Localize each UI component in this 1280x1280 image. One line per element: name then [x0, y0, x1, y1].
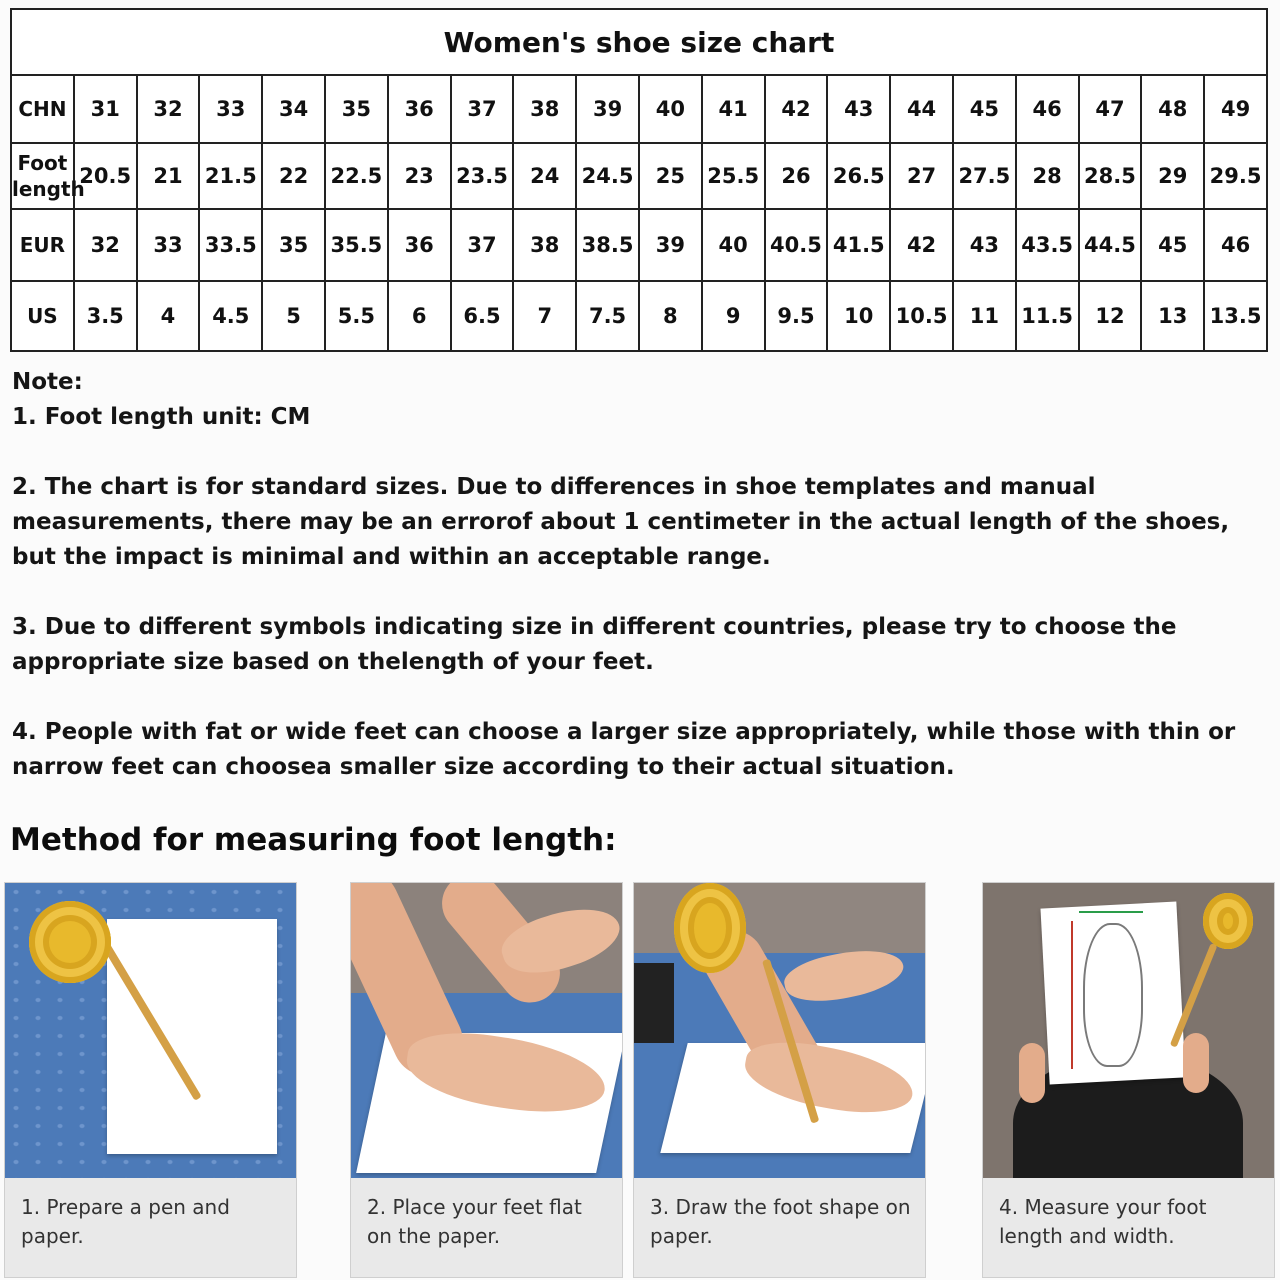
size-cell: 49 [1204, 75, 1267, 143]
size-cell: 23 [388, 143, 451, 209]
size-cell: 38.5 [576, 209, 639, 281]
size-cell: 8 [639, 281, 702, 351]
size-cell: 6.5 [451, 281, 514, 351]
size-cell: 27 [890, 143, 953, 209]
row-chn [11, 75, 1267, 143]
size-cell: 39 [576, 75, 639, 143]
size-cell: 9.5 [765, 281, 828, 351]
size-cell: 27.5 [953, 143, 1016, 209]
note-item: 4. People with fat or wide feet can choose a larger size appropriately, while those with thin or narrow feet can choosea smaller size according to their actual situation. [12, 719, 1236, 780]
row-us [11, 281, 1267, 351]
size-cell: 7 [513, 281, 576, 351]
size-chart-table [10, 8, 1268, 352]
size-cell: 38 [513, 209, 576, 281]
size-cell: 36 [388, 75, 451, 143]
row-foot-length [11, 143, 1267, 209]
trace-foot-photo [634, 883, 925, 1178]
step-caption: 4. Measure your foot length and width. [999, 1195, 1207, 1248]
size-cell: 34 [262, 75, 325, 143]
size-cell: 38 [513, 75, 576, 143]
size-cell: 4 [137, 281, 200, 351]
size-cell: 39 [639, 209, 702, 281]
size-cell: 7.5 [576, 281, 639, 351]
size-cell: 43 [827, 75, 890, 143]
size-cell: 26 [765, 143, 828, 209]
method-title: Method for measuring foot length: [10, 822, 617, 858]
note-item: 1. Foot length unit: CM [12, 404, 311, 430]
size-cell: 26.5 [827, 143, 890, 209]
size-cell: 10 [827, 281, 890, 351]
step-card-4 [982, 882, 1275, 1278]
step-caption: 2. Place your feet flat on the paper. [367, 1195, 582, 1248]
size-cell: 11 [953, 281, 1016, 351]
size-cell: 29 [1141, 143, 1204, 209]
notes-section [12, 365, 1274, 785]
note-item: 3. Due to different symbols indicating size in different countries, please try to choose the appropriate size based on thelength of your feet. [12, 614, 1177, 675]
row-label: US [11, 281, 74, 351]
size-cell: 21.5 [199, 143, 262, 209]
row-label: CHN [11, 75, 74, 143]
size-cell: 22.5 [325, 143, 388, 209]
size-cell: 43.5 [1016, 209, 1079, 281]
size-cell: 45 [1141, 209, 1204, 281]
size-cell: 46 [1016, 75, 1079, 143]
size-cell: 42 [890, 209, 953, 281]
size-cell: 42 [765, 75, 828, 143]
step-card-2 [350, 882, 623, 1278]
size-cell: 22 [262, 143, 325, 209]
size-cell: 45 [953, 75, 1016, 143]
size-cell: 9 [702, 281, 765, 351]
size-cell: 12 [1079, 281, 1142, 351]
size-cell: 32 [137, 75, 200, 143]
row-eur [11, 209, 1267, 281]
step-caption: 3. Draw the foot shape on paper. [650, 1195, 911, 1248]
row-label: EUR [11, 209, 74, 281]
size-cell: 35 [262, 209, 325, 281]
row-label: Foot length [11, 143, 74, 209]
size-cell: 10.5 [890, 281, 953, 351]
size-cell: 33 [199, 75, 262, 143]
size-cell: 13.5 [1204, 281, 1267, 351]
size-cell: 5.5 [325, 281, 388, 351]
size-cell: 41.5 [827, 209, 890, 281]
size-cell: 37 [451, 209, 514, 281]
size-cell: 44 [890, 75, 953, 143]
size-cell: 25.5 [702, 143, 765, 209]
size-cell: 47 [1079, 75, 1142, 143]
chart-title: Women's shoe size chart [11, 9, 1267, 75]
size-cell: 35.5 [325, 209, 388, 281]
size-cell: 21 [137, 143, 200, 209]
size-cell: 43 [953, 209, 1016, 281]
size-cell: 32 [74, 209, 137, 281]
size-cell: 40.5 [765, 209, 828, 281]
size-cell: 40 [639, 75, 702, 143]
size-cell: 11.5 [1016, 281, 1079, 351]
size-cell: 44.5 [1079, 209, 1142, 281]
note-item: 2. The chart is for standard sizes. Due to differences in shoe templates and manual measurements, there may be an errorof about 1 centimeter in the actual length of the shoes, but the impact is minimal and within an acceptable range. [12, 474, 1230, 570]
size-cell: 41 [702, 75, 765, 143]
size-cell: 48 [1141, 75, 1204, 143]
size-cell: 5 [262, 281, 325, 351]
size-cell: 24.5 [576, 143, 639, 209]
foot-on-paper-photo [351, 883, 622, 1178]
size-cell: 35 [325, 75, 388, 143]
size-cell: 31 [74, 75, 137, 143]
size-cell: 40 [702, 209, 765, 281]
size-cell: 33 [137, 209, 200, 281]
size-cell: 36 [388, 209, 451, 281]
step-card-3 [633, 882, 926, 1278]
size-cell: 4.5 [199, 281, 262, 351]
size-cell: 23.5 [451, 143, 514, 209]
step-card-1 [4, 882, 297, 1278]
size-cell: 29.5 [1204, 143, 1267, 209]
size-cell: 3.5 [74, 281, 137, 351]
size-cell: 13 [1141, 281, 1204, 351]
notes-heading: Note: [12, 369, 83, 395]
pen-and-paper-photo [5, 883, 296, 1178]
size-cell: 46 [1204, 209, 1267, 281]
size-cell: 6 [388, 281, 451, 351]
step-caption: 1. Prepare a pen and paper. [21, 1195, 230, 1248]
measure-outline-photo [983, 883, 1274, 1178]
size-cell: 33.5 [199, 209, 262, 281]
size-cell: 20.5 [74, 143, 137, 209]
size-cell: 37 [451, 75, 514, 143]
size-cell: 25 [639, 143, 702, 209]
size-cell: 28 [1016, 143, 1079, 209]
size-cell: 24 [513, 143, 576, 209]
size-cell: 28.5 [1079, 143, 1142, 209]
